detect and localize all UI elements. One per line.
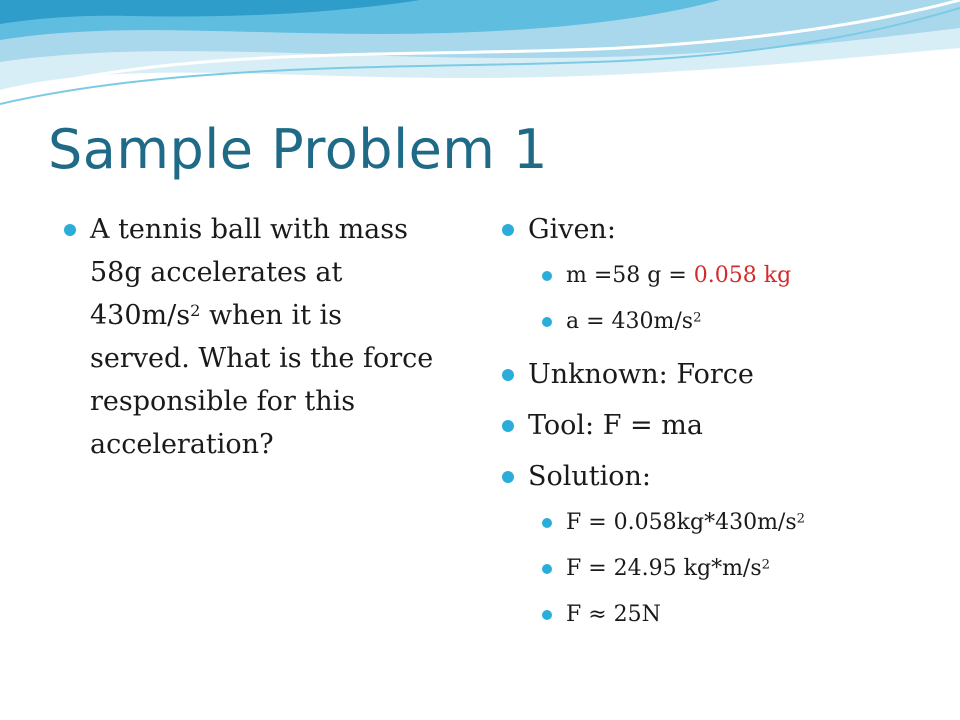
solution-step-2 — [498, 546, 938, 592]
given-mass — [498, 253, 938, 299]
header-wave-decoration — [0, 0, 960, 120]
solution-step-1 — [498, 500, 938, 546]
given-acceleration — [498, 299, 938, 345]
solution-step-1-exponent: 2 — [796, 511, 806, 527]
tool-line: Tool: F = ma — [498, 404, 938, 447]
given-heading: Given: — [498, 208, 938, 251]
solution-heading: Solution: — [498, 455, 938, 498]
problem-exponent: 2 — [190, 300, 201, 320]
problem-column — [60, 208, 450, 466]
given-acceleration-exponent: 2 — [693, 310, 702, 326]
problem-text-2: when it is served. What is the force responsible for this acceleration? — [90, 300, 434, 460]
slide-title: Sample Problem 1 — [48, 118, 548, 181]
problem-statement — [60, 208, 450, 466]
solution-step-1-text: F = 0.058kg*430m/s — [566, 510, 797, 535]
solution-step-3: F ≈ 25N — [498, 592, 938, 638]
given-mass-prefix: m =58 g = — [566, 263, 694, 288]
solution-step-2-text: F = 24.95 kg*m/s — [566, 556, 762, 581]
solution-step-2-exponent: 2 — [761, 557, 771, 573]
unknown-line: Unknown: Force — [498, 353, 938, 396]
solution-column — [498, 208, 938, 638]
given-acceleration-text: a = 430m/s — [566, 309, 694, 334]
given-mass-converted: 0.058 kg — [693, 263, 792, 288]
problem-text-1: A tennis ball with mass 58g accelerates at 430m/s — [90, 214, 408, 331]
